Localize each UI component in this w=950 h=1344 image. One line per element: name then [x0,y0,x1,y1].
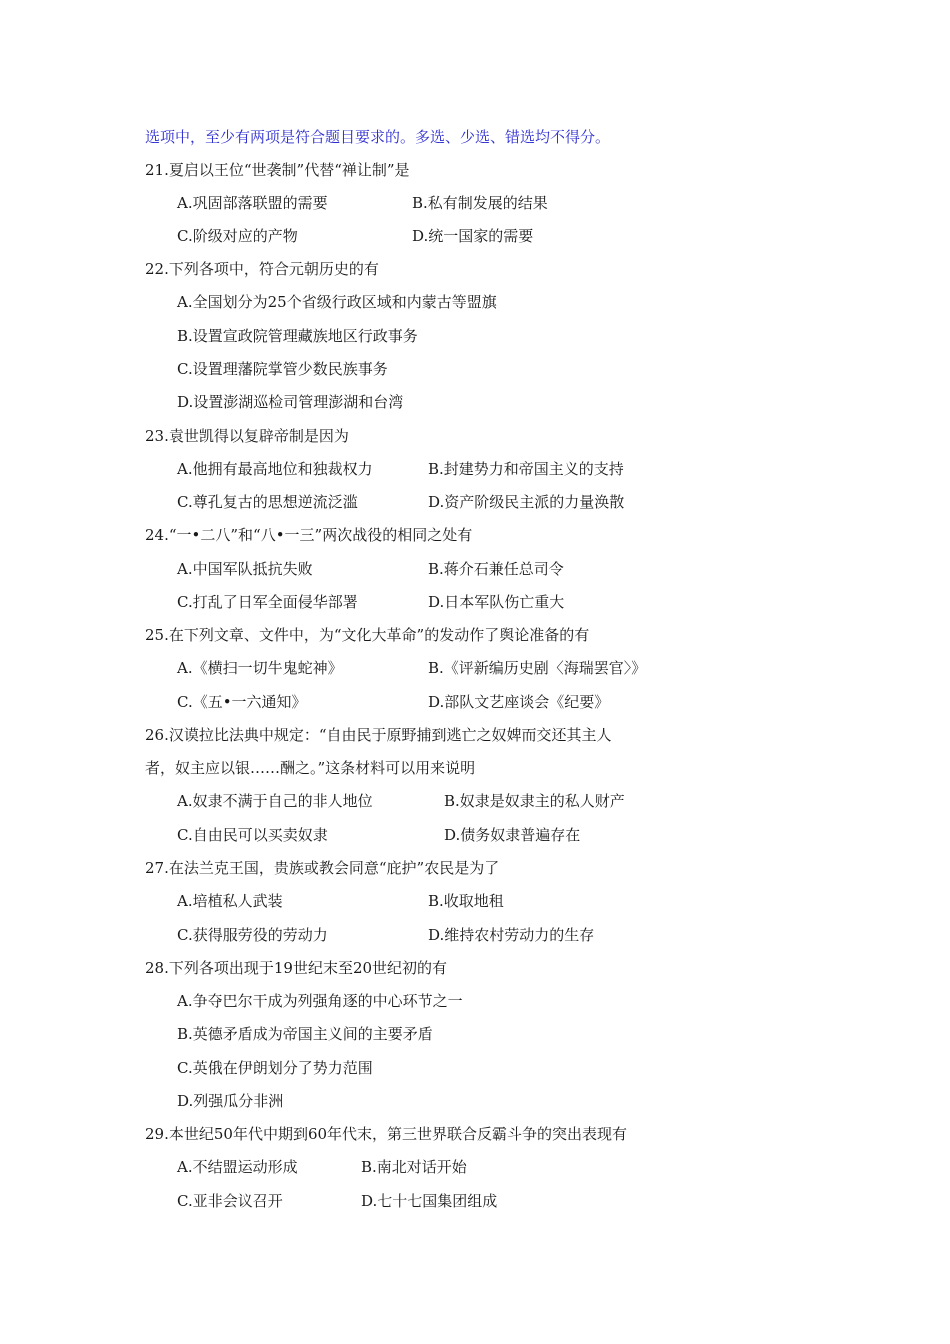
question-21-stem: 21.夏启以王位“世袭制”代替“禅让制”是 [145,161,410,179]
question-28-option-d: D.列强瓜分非洲 [177,1092,284,1110]
question-24-option-d: D.日本军队伤亡重大 [428,593,565,611]
question-26-option-b: B.奴隶是奴隶主的私人财产 [444,792,625,810]
question-21-option-b: B.私有制发展的结果 [412,194,548,212]
question-21-option-d: D.统一国家的需要 [412,227,534,245]
question-29-option-c: C.亚非会议召开 [177,1192,283,1210]
question-27-option-d: D.维持农村劳动力的生存 [428,926,595,944]
question-24-stem: 24.“一•二八”和“八•一三”两次战役的相同之处有 [145,526,473,544]
question-23-stem: 23.袁世凯得以复辟帝制是因为 [145,427,349,445]
question-21-option-c: C.阶级对应的产物 [177,227,298,245]
question-27-stem: 27.在法兰克王国，贵族或教会同意“庇护”农民是为了 [145,859,500,877]
question-26-option-a: A.奴隶不满于自己的非人地位 [177,792,373,810]
question-24-option-c: C.打乱了日军全面侵华部署 [177,593,358,611]
question-27-option-b: B.收取地租 [428,892,504,910]
question-22-option-b: B.设置宣政院管理藏族地区行政事务 [177,327,418,345]
question-23-option-d: D.资产阶级民主派的力量涣散 [428,493,625,511]
question-29-option-b: B.南北对话开始 [361,1158,467,1176]
question-26-stem-line-1: 26.汉谟拉比法典中规定：“自由民于原野捕到逃亡之奴婢而交还其主人 [145,726,612,744]
question-28-option-b: B.英德矛盾成为帝国主义间的主要矛盾 [177,1025,433,1043]
question-25-option-b: B.《评新编历史剧〈海瑞罢官〉》 [428,659,647,677]
question-22-stem: 22.下列各项中，符合元朝历史的有 [145,260,379,278]
question-28-stem: 28.下列各项出现于19世纪末至20世纪初的有 [145,959,448,977]
question-23-option-a: A.他拥有最高地位和独裁权力 [177,460,373,478]
question-22-option-c: C.设置理藩院掌管少数民族事务 [177,360,388,378]
question-21-option-a: A.巩固部落联盟的需要 [177,194,328,212]
question-23-option-b: B.封建势力和帝国主义的支持 [428,460,624,478]
question-27-option-c: C.获得服劳役的劳动力 [177,926,328,944]
question-22-option-d: D.设置澎湖巡检司管理澎湖和台湾 [177,393,404,411]
question-26-option-c: C.自由民可以买卖奴隶 [177,826,328,844]
question-26-option-d: D.债务奴隶普遍存在 [444,826,581,844]
question-25-option-a: A.《横扫一切牛鬼蛇神》 [177,659,343,677]
question-22-option-a: A.全国划分为25个省级行政区域和内蒙古等盟旗 [177,293,497,311]
question-27-option-a: A.培植私人武装 [177,892,283,910]
instructions-text: 选项中，至少有两项是符合题目要求的。多选、少选、错选均不得分。 [145,128,611,146]
question-25-option-d: D.部队文艺座谈会《纪要》 [428,693,610,711]
question-25-option-c: C.《五•一六通知》 [177,693,307,711]
question-29-stem: 29.本世纪50年代中期到60年代末，第三世界联合反霸斗争的突出表现有 [145,1125,628,1143]
question-24-option-a: A.中国军队抵抗失败 [177,560,313,578]
question-29-option-a: A.不结盟运动形成 [177,1158,298,1176]
question-25-stem: 25.在下列文章、文件中，为“文化大革命”的发动作了舆论准备的有 [145,626,590,644]
question-26-stem-line-2: 者，奴主应以银……酬之。”这条材料可以用来说明 [145,759,476,777]
question-23-option-c: C.尊孔复古的思想逆流泛滥 [177,493,358,511]
question-24-option-b: B.蒋介石兼任总司令 [428,560,564,578]
question-28-option-c: C.英俄在伊朗划分了势力范围 [177,1059,373,1077]
question-29-option-d: D.七十七国集团组成 [361,1192,498,1210]
question-28-option-a: A.争夺巴尔干成为列强角逐的中心环节之一 [177,992,463,1010]
